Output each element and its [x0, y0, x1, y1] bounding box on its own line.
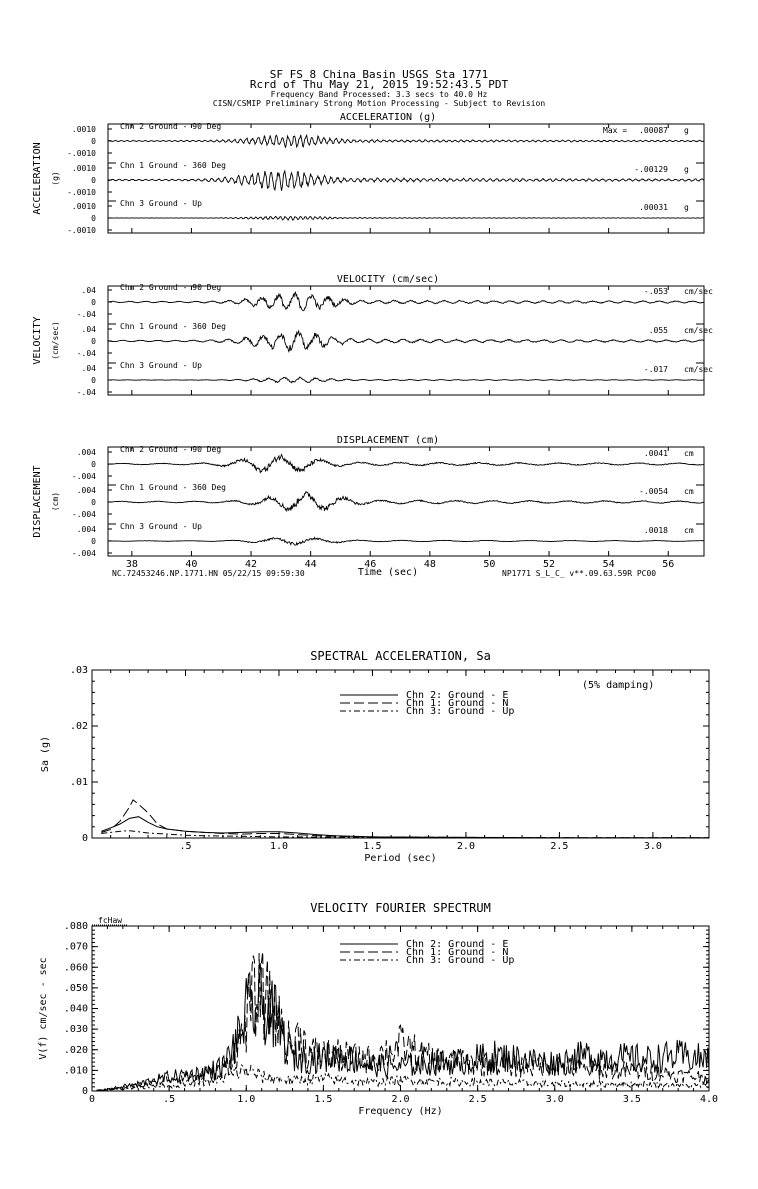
waveform-trace — [108, 538, 704, 546]
time-tick-label: 54 — [602, 559, 615, 570]
x-tick-label: 2.0 — [456, 841, 475, 852]
channel-label: Chn 3 Ground - Up — [120, 361, 202, 370]
y-tick-label: 0 — [91, 298, 96, 307]
y-tick-label: .040 — [63, 1003, 88, 1015]
header-note: CISN/CSMIP Preliminary Strong Motion Processing - Subject to Revision — [212, 99, 546, 108]
header-record: Rcrd of Thu May 21, 2015 19:52:43.5 PDT — [249, 78, 509, 91]
max-value: .00087 — [639, 126, 668, 135]
panel-frame — [108, 124, 704, 233]
x-tick-label: 1.0 — [237, 1094, 256, 1105]
chart-title: SPECTRAL ACCELERATION, Sa — [310, 649, 491, 663]
time-axis-label: Time (sec) — [357, 567, 419, 578]
panel-yunit: (cm/sec) — [51, 321, 60, 360]
max-value: .00031 — [639, 203, 668, 212]
time-tick-label: 50 — [483, 559, 496, 570]
panel-ylabel: DISPLACEMENT — [32, 465, 43, 538]
max-value: .0041 — [643, 449, 668, 458]
y-tick-label: .04 — [81, 325, 96, 334]
max-label: Max = — [603, 126, 628, 135]
y-tick-label: .03 — [69, 665, 88, 676]
legend-entry: Chn 3: Ground - Up — [406, 706, 515, 717]
max-value: -.017 — [643, 365, 668, 374]
max-unit: cm — [684, 526, 694, 535]
x-tick-label: 2.5 — [468, 1094, 487, 1105]
y-tick-label: 0 — [91, 460, 96, 469]
x-axis-label: Frequency (Hz) — [358, 1106, 443, 1117]
time-series-panel-2 — [32, 274, 713, 397]
max-unit: cm — [684, 487, 694, 496]
y-tick-label: .050 — [63, 982, 88, 994]
y-tick-label: .010 — [63, 1065, 88, 1077]
max-unit: cm — [684, 449, 694, 458]
max-value: .0018 — [643, 526, 668, 535]
y-axis-label: V(f) cm/sec - sec — [38, 957, 49, 1060]
channel-label: Chn 2 Ground - 90 Deg — [120, 445, 222, 454]
y-tick-label: -.0010 — [67, 226, 96, 235]
waveform-trace — [108, 216, 704, 220]
y-tick-label: .0010 — [71, 164, 96, 173]
panel-title: DISPLACEMENT (cm) — [336, 435, 440, 446]
waveform-trace — [108, 377, 704, 383]
y-tick-label: 0 — [91, 537, 96, 546]
time-tick-label: 42 — [245, 559, 258, 570]
max-value: -.0054 — [639, 487, 668, 496]
time-tick-label: 46 — [364, 559, 377, 570]
y-tick-label: .004 — [76, 448, 96, 457]
y-tick-label: .02 — [69, 721, 88, 732]
panel-title: ACCELERATION (g) — [339, 112, 437, 123]
y-tick-label: -.004 — [71, 472, 96, 481]
waveform-trace — [108, 492, 704, 511]
y-axis-label: Sa (g) — [40, 735, 51, 773]
legend-entry: Chn 2: Ground - E — [406, 939, 509, 950]
panel-yunit: (g) — [51, 171, 60, 186]
x-tick-label: .5 — [179, 841, 192, 852]
max-value: -.053 — [643, 287, 668, 296]
y-tick-label: .01 — [69, 777, 88, 788]
x-tick-label: 3.0 — [643, 841, 662, 852]
series-line-1 — [97, 963, 709, 1090]
panel-ylabel: VELOCITY — [32, 316, 43, 365]
y-tick-label: 0 — [91, 498, 96, 507]
y-tick-label: 0 — [81, 833, 88, 844]
waveform-trace — [108, 292, 704, 310]
max-unit: g — [684, 203, 689, 212]
y-tick-label: .004 — [76, 525, 96, 534]
y-tick-label: .0010 — [71, 202, 96, 211]
panel-title: VELOCITY (cm/sec) — [336, 274, 440, 285]
damping-annotation: (5% damping) — [582, 680, 655, 691]
velocity-fourier-spectrum-chart — [38, 901, 718, 1117]
y-tick-label: .070 — [63, 941, 88, 953]
time-tick-label: 44 — [304, 559, 317, 570]
time-tick-label: 48 — [423, 559, 436, 570]
x-tick-label: 2.0 — [391, 1094, 410, 1105]
channel-label: Chn 1 Ground - 360 Deg — [120, 161, 226, 170]
y-tick-label: .04 — [81, 286, 96, 295]
y-tick-label: .04 — [81, 364, 96, 373]
y-tick-label: .080 — [63, 921, 88, 932]
y-tick-label: -.0010 — [67, 188, 96, 197]
y-tick-label: -.04 — [76, 388, 96, 397]
channel-label: Chn 3 Ground - Up — [120, 522, 202, 531]
channel-label: Chn 1 Ground - 360 Deg — [120, 322, 226, 331]
y-tick-label: -.04 — [76, 310, 96, 319]
x-tick-label: 3.0 — [545, 1094, 564, 1105]
y-tick-label: 0 — [91, 137, 96, 146]
time-tick-label: 56 — [662, 559, 675, 570]
waveform-trace — [108, 331, 704, 352]
y-tick-label: -.0010 — [67, 149, 96, 158]
corner-label: fcHaw — [98, 916, 123, 925]
y-tick-label: 0 — [91, 376, 96, 385]
x-tick-label: 3.5 — [622, 1094, 641, 1105]
waveform-trace — [108, 455, 704, 473]
legend-entry: Chn 1: Ground - N — [406, 698, 509, 709]
time-series-panels — [32, 112, 713, 570]
time-series-panel-3 — [32, 435, 704, 570]
max-unit: g — [684, 126, 689, 135]
waveform-trace — [108, 135, 704, 148]
y-tick-label: 0 — [91, 337, 96, 346]
x-tick-label: 1.0 — [269, 841, 289, 852]
max-value: -.00129 — [634, 165, 668, 174]
max-value: .055 — [648, 326, 668, 335]
footer-right: NP1771 S_L_C_ v**.09.63.59R PC00 — [502, 569, 657, 578]
series-line-1 — [101, 817, 709, 838]
panel-yunit: (cm) — [51, 491, 60, 512]
panel-ylabel: ACCELERATION — [32, 142, 43, 215]
x-axis-label: Period (sec) — [364, 853, 437, 864]
channel-label: Chn 3 Ground - Up — [120, 199, 202, 208]
y-tick-label: 0 — [91, 176, 96, 185]
series-line-2 — [101, 800, 709, 838]
series-line-2 — [97, 952, 709, 1091]
channel-label: Chn 2 Ground - 90 Deg — [120, 122, 222, 131]
waveform-trace — [108, 171, 704, 191]
y-tick-label: .020 — [63, 1044, 88, 1056]
channel-label: Chn 1 Ground - 360 Deg — [120, 483, 226, 492]
y-tick-label: .060 — [63, 962, 88, 974]
y-tick-label: -.004 — [71, 549, 96, 558]
chart-frame — [92, 670, 709, 838]
header-band: Frequency Band Processed: 3.3 secs to 40.0 Hz — [270, 90, 488, 99]
y-tick-label: .0010 — [71, 125, 96, 134]
x-tick-label: 0 — [88, 1094, 96, 1105]
chart-title: VELOCITY FOURIER SPECTRUM — [310, 901, 491, 915]
footer-left: NC.72453246.NP.1771.HN 05/22/15 09:59:30 — [112, 569, 305, 578]
legend-entry: Chn 2: Ground - E — [406, 690, 509, 701]
max-unit: cm/sec — [684, 365, 713, 374]
time-tick-label: 40 — [185, 559, 198, 570]
y-tick-label: -.004 — [71, 510, 96, 519]
y-tick-label: 0 — [91, 214, 96, 223]
max-unit: g — [684, 165, 689, 174]
max-unit: cm/sec — [684, 326, 713, 335]
y-tick-label: 0 — [81, 1086, 88, 1097]
time-tick-label: 52 — [543, 559, 556, 570]
spectral-acceleration-chart — [40, 649, 709, 864]
legend-entry: Chn 3: Ground - Up — [406, 955, 515, 966]
y-tick-label: -.04 — [76, 349, 96, 358]
x-tick-label: 2.5 — [550, 841, 569, 852]
x-tick-label: 1.5 — [363, 841, 382, 852]
legend-entry: Chn 1: Ground - N — [406, 947, 509, 958]
max-unit: cm/sec — [684, 287, 713, 296]
y-tick-label: .004 — [76, 486, 96, 495]
y-tick-label: .030 — [63, 1024, 88, 1036]
time-series-panel-1 — [32, 112, 704, 235]
x-tick-label: 4.0 — [699, 1094, 719, 1105]
x-tick-label: 1.5 — [314, 1094, 333, 1105]
time-tick-label: 38 — [125, 559, 138, 570]
channel-label: Chn 2 Ground - 90 Deg — [120, 283, 222, 292]
header-station: SF FS 8 China Basin USGS Sta 1771 — [269, 68, 489, 81]
x-tick-label: .5 — [163, 1094, 176, 1105]
